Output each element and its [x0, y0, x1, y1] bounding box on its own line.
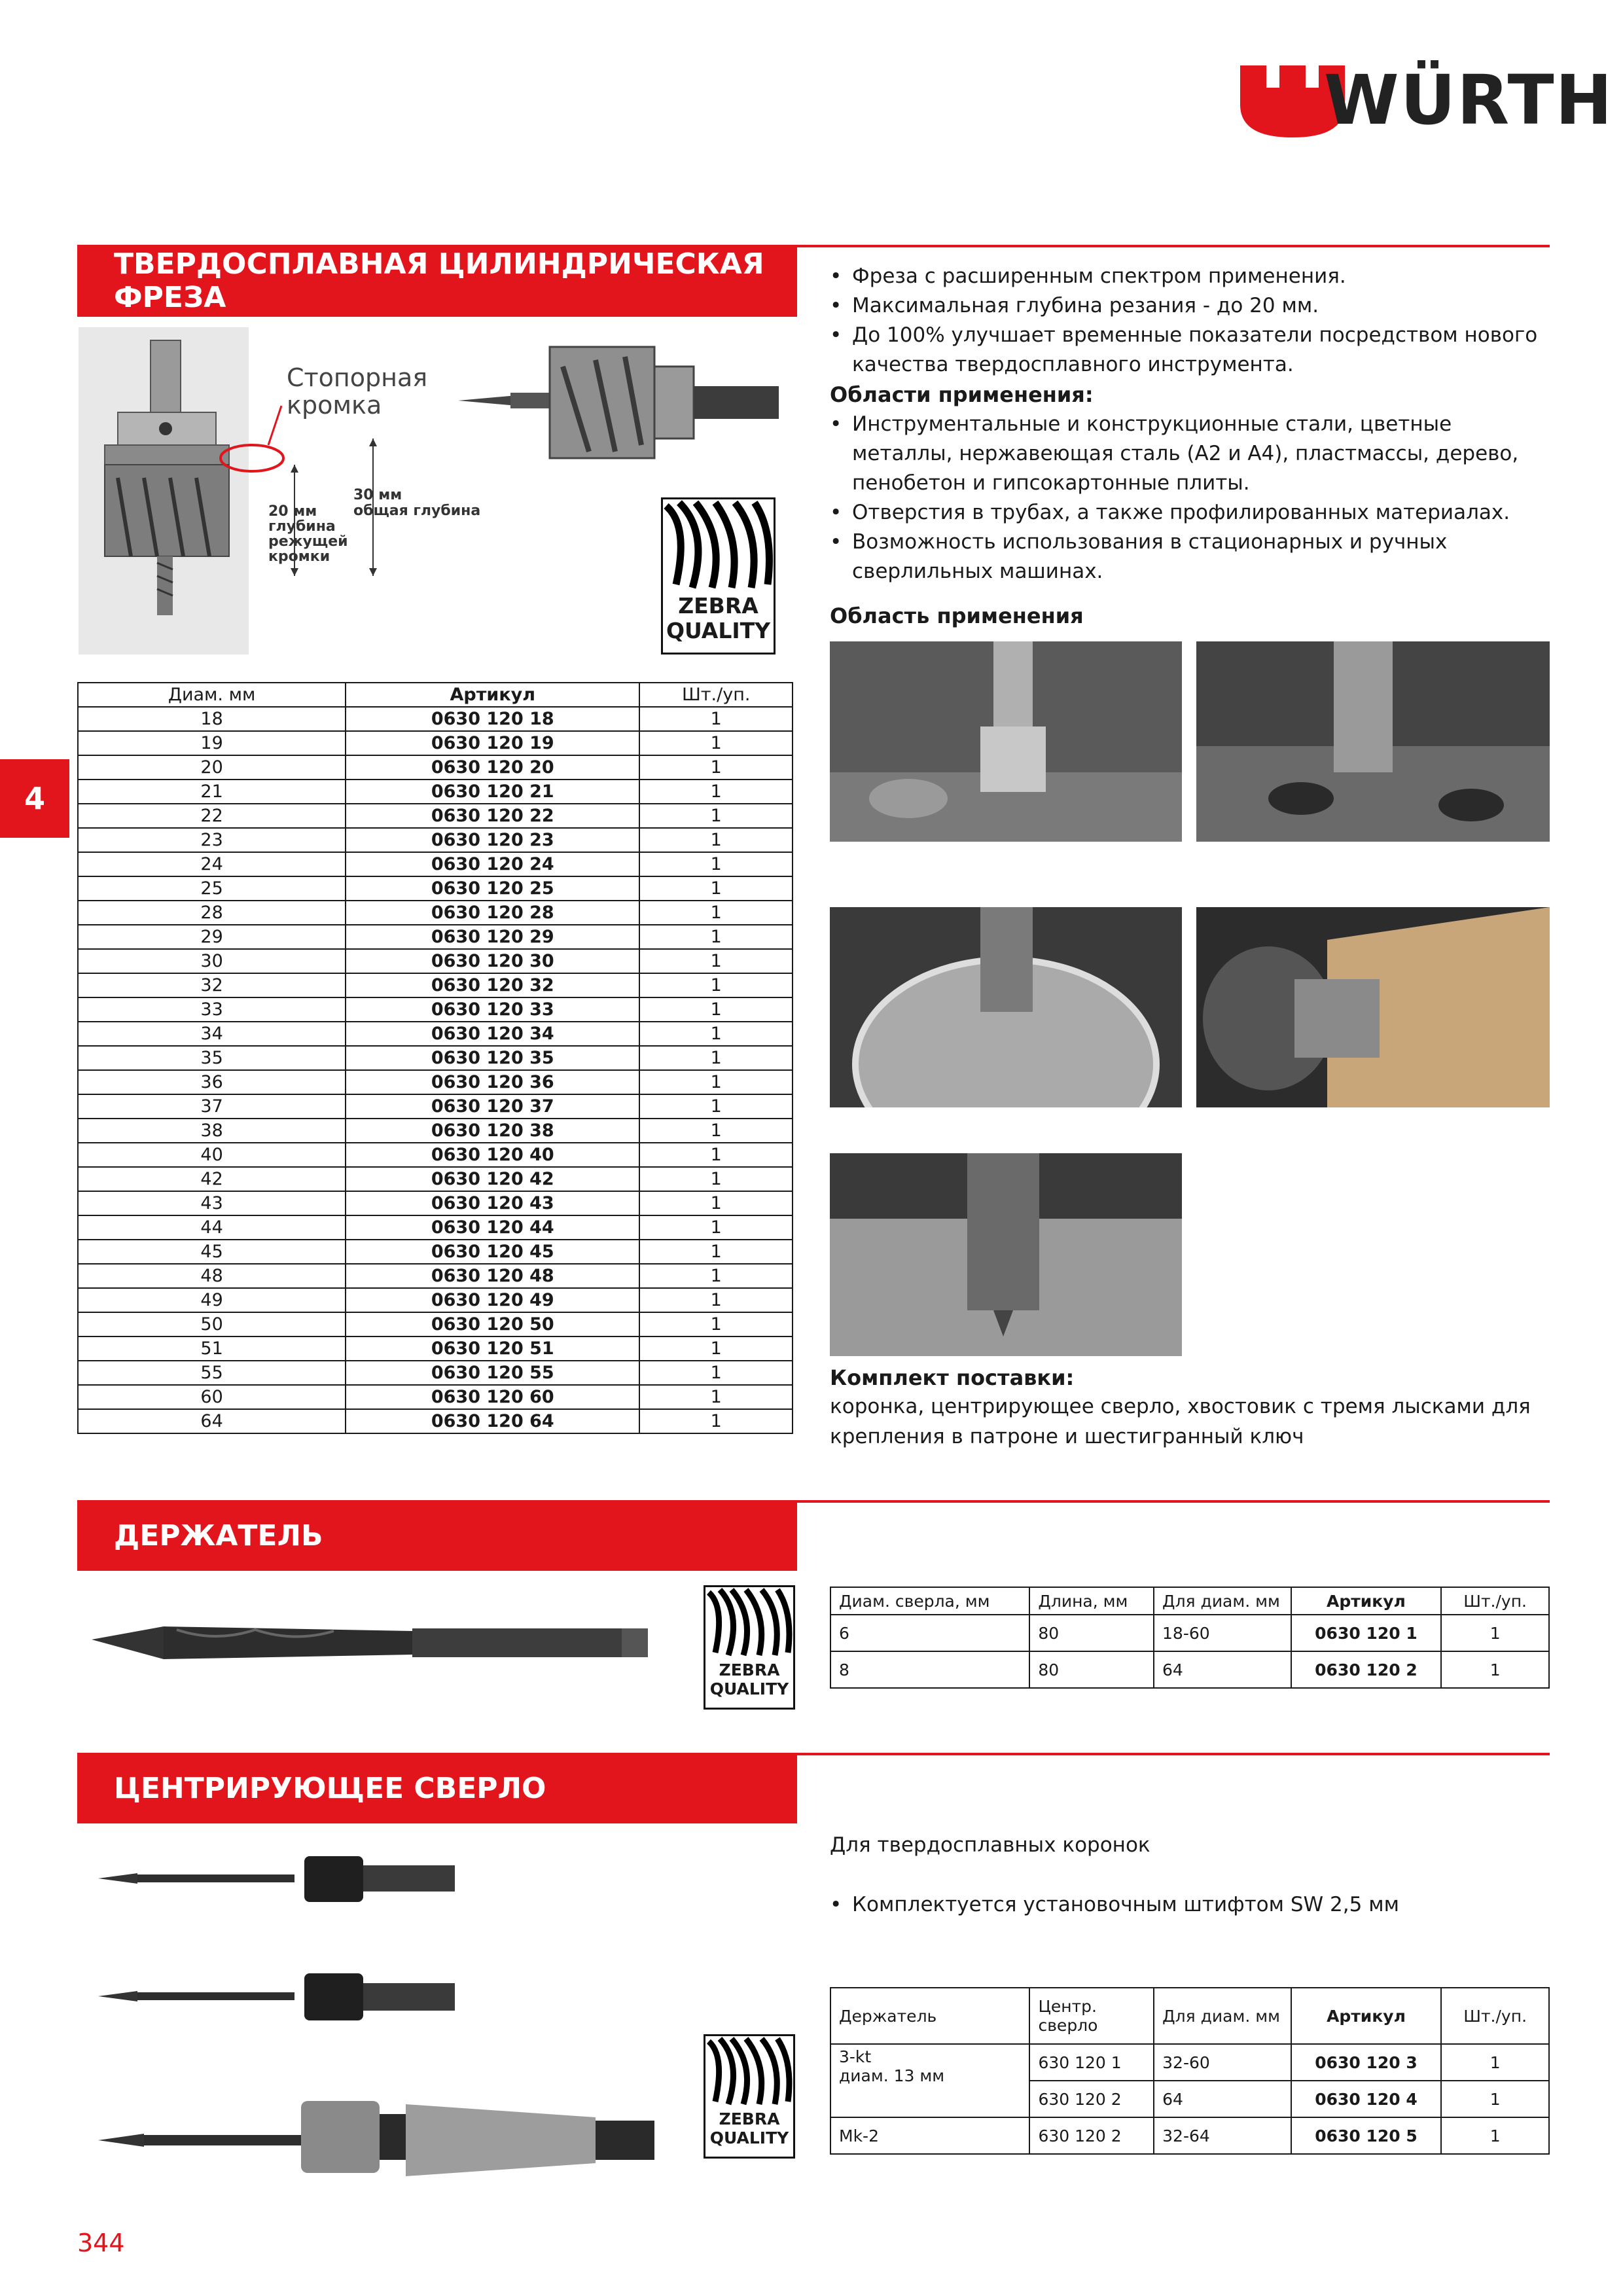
- feature-list: [830, 262, 1550, 380]
- table-row: [78, 1167, 793, 1191]
- depth30-label-2: общая глубина: [353, 503, 481, 519]
- diameter-cell: 38: [78, 1119, 346, 1143]
- article-number: 0630 120 35: [346, 1046, 639, 1070]
- diameter-cell: 64: [78, 1409, 346, 1433]
- pack-qty-cell: 1: [639, 1312, 793, 1336]
- table-row: [78, 780, 793, 804]
- stop-edge-label-1: Стопорная: [287, 363, 428, 392]
- table-cell: 64: [1154, 1651, 1291, 1688]
- table-row: [78, 1385, 793, 1409]
- article-number: 0630 120 29: [346, 925, 639, 949]
- table-cell: 18-60: [1154, 1615, 1291, 1651]
- diameter-cell: 20: [78, 755, 346, 780]
- centering-intro: Для твердосплавных коронок: [830, 1833, 1150, 1857]
- photo-wood-drilling-icon: [1196, 907, 1550, 1107]
- table-header-row: [78, 683, 793, 707]
- table-row: [78, 731, 793, 755]
- diameter-cell: 60: [78, 1385, 346, 1409]
- application-item: • Отверстия в трубах, а также профилированных материалах.: [830, 498, 1550, 528]
- centering-bullets: [830, 1890, 1550, 1920]
- pack-qty-cell: 1: [639, 1167, 793, 1191]
- centering-drills-icon: [85, 1839, 674, 2206]
- pack-qty-cell: 1: [639, 1215, 793, 1240]
- pack-qty-cell: 1: [639, 973, 793, 997]
- table-row: [78, 852, 793, 876]
- article-number: 0630 120 32: [346, 973, 639, 997]
- diameter-cell: 24: [78, 852, 346, 876]
- pack-qty-cell: 1: [639, 1385, 793, 1409]
- pack-qty-cell: 1: [639, 1336, 793, 1361]
- table-header-row: [830, 1988, 1549, 2044]
- diameter-cell: 19: [78, 731, 346, 755]
- table-row: [78, 1143, 793, 1167]
- pack-qty-cell: 1: [639, 901, 793, 925]
- holder-diameter: диам. 13 мм: [839, 2066, 945, 2085]
- article-number: 0630 120 22: [346, 804, 639, 828]
- table-row: [78, 707, 793, 731]
- depth30-label-1: 30 мм: [353, 487, 402, 503]
- applications-heading: Области применения:: [830, 382, 1094, 407]
- section2-title: ДЕРЖАТЕЛЬ: [77, 1500, 797, 1571]
- table-row: [78, 1409, 793, 1433]
- table-cell: 1: [1441, 2081, 1549, 2117]
- article-number: 0630 120 55: [346, 1361, 639, 1385]
- article-number: 0630 120 38: [346, 1119, 639, 1143]
- application-item: • Инструментальные и конструкционные стали, цветные металлы, нержавеющая сталь (А2 и А4), пластмассы, дерево, пенобетон и гипсокартонные плиты.: [830, 410, 1550, 498]
- pack-qty-cell: 1: [639, 925, 793, 949]
- cutter-product-image: [452, 327, 792, 478]
- depth20-label-2: глубина: [268, 518, 336, 535]
- table-cell: 6: [830, 1615, 1029, 1651]
- table-row: [830, 2044, 1549, 2081]
- supply-heading: Комплект поставки:: [830, 1365, 1075, 1390]
- pack-qty-cell: 1: [639, 1288, 793, 1312]
- application-photo-3: [830, 907, 1182, 1107]
- article-number: 0630 120 3: [1291, 2044, 1442, 2081]
- zebra-quality-badge-3: [704, 2034, 795, 2159]
- table-cell: 630 120 1: [1029, 2044, 1154, 2081]
- zebra-stripes-icon: [705, 1587, 793, 1658]
- table-row: [78, 1119, 793, 1143]
- feature-item: • Максимальная глубина резания - до 20 мм.: [830, 291, 1550, 321]
- section1-rule: [797, 245, 1550, 247]
- table-cell: 1: [1441, 2117, 1549, 2154]
- holder-cell: [830, 2044, 1029, 2117]
- page-number: 344: [77, 2229, 125, 2257]
- diameter-cell: 22: [78, 804, 346, 828]
- pack-qty-cell: 1: [639, 828, 793, 852]
- table-row: [78, 997, 793, 1022]
- pack-qty-cell: 1: [639, 876, 793, 901]
- article-number: 0630 120 1: [1291, 1615, 1442, 1651]
- column-header: Центр. сверло: [1029, 1988, 1154, 2044]
- application-photo-5: [830, 1153, 1182, 1356]
- photo-tube-drilling-icon: [830, 907, 1182, 1107]
- article-number: 0630 120 24: [346, 852, 639, 876]
- supply-text: коронка, центрирующее сверло, хвостовик с тремя лысками для крепления в патроне и шестигранный ключ: [830, 1395, 1531, 1448]
- diameter-cell: 40: [78, 1143, 346, 1167]
- zebra-line1: ZEBRA: [719, 2109, 780, 2128]
- column-header: Диам. сверла, мм: [830, 1587, 1029, 1615]
- table-row: [78, 1336, 793, 1361]
- holder-cell: Mk-2: [830, 2117, 1029, 2154]
- table-row: [78, 1264, 793, 1288]
- article-number: 0630 120 25: [346, 876, 639, 901]
- table-row: [78, 828, 793, 852]
- cutter-product-icon: [452, 327, 792, 478]
- zebra-quality-badge-2: [704, 1585, 795, 1710]
- zebra-line2: QUALITY: [709, 1679, 789, 1698]
- article-number: 0630 120 45: [346, 1240, 639, 1264]
- pack-qty-cell: 1: [639, 1191, 793, 1215]
- photo-drilling-plate-icon: [1196, 641, 1550, 842]
- table-row: [78, 755, 793, 780]
- article-number: 0630 120 28: [346, 901, 639, 925]
- pack-qty-cell: 1: [639, 707, 793, 731]
- diameter-cell: 51: [78, 1336, 346, 1361]
- article-number: 0630 120 37: [346, 1094, 639, 1119]
- zebra-quality-badge-1: [661, 497, 776, 655]
- table-row: [78, 1312, 793, 1336]
- section3-rule: [797, 1753, 1550, 1755]
- diameter-cell: 18: [78, 707, 346, 731]
- centering-drill-image: [85, 1839, 674, 2206]
- diameter-cell: 42: [78, 1167, 346, 1191]
- diameter-cell: 35: [78, 1046, 346, 1070]
- table-cell: 1: [1441, 1651, 1549, 1688]
- table-row: [78, 1022, 793, 1046]
- table-row: [830, 2117, 1549, 2154]
- table-row: [78, 949, 793, 973]
- holder-image: [85, 1597, 661, 1689]
- depth20-label-1: 20 мм: [268, 503, 317, 520]
- table-cell: 1: [1441, 1615, 1549, 1651]
- article-number: 0630 120 20: [346, 755, 639, 780]
- section3-title: ЦЕНТРИРУЮЩЕЕ СВЕРЛО: [77, 1753, 797, 1823]
- depth20-label-4: кромки: [268, 548, 330, 565]
- pack-qty-cell: 1: [639, 755, 793, 780]
- column-header: Артикул: [1291, 1988, 1442, 2044]
- diameter-cell: 23: [78, 828, 346, 852]
- article-number: 0630 120 49: [346, 1288, 639, 1312]
- zebra-line2: QUALITY: [666, 618, 771, 643]
- application-photo-2: [1196, 641, 1550, 842]
- pack-qty-cell: 1: [639, 997, 793, 1022]
- table-cell: 32-60: [1154, 2044, 1291, 2081]
- pack-qty-cell: 1: [639, 780, 793, 804]
- chapter-tab[interactable]: 4: [0, 759, 69, 838]
- article-number: 0630 120 42: [346, 1167, 639, 1191]
- feature-item: • До 100% улучшает временные показатели посредством нового качества твердосплавного инструмента.: [830, 321, 1550, 380]
- holder-drill-icon: [85, 1597, 661, 1689]
- column-header: Длина, мм: [1029, 1587, 1154, 1615]
- table-cell: 64: [1154, 2081, 1291, 2117]
- table-cell: 32-64: [1154, 2117, 1291, 2154]
- column-header: Артикул: [1291, 1587, 1442, 1615]
- article-number: 0630 120 21: [346, 780, 639, 804]
- pack-qty-cell: 1: [639, 1094, 793, 1119]
- pack-qty-cell: 1: [639, 731, 793, 755]
- cutter-diagram: [79, 327, 497, 655]
- table-row: [78, 973, 793, 997]
- pack-qty-cell: 1: [639, 1046, 793, 1070]
- article-number: 0630 120 50: [346, 1312, 639, 1336]
- column-header: Шт./уп.: [639, 683, 793, 707]
- column-header: Шт./уп.: [1441, 1988, 1549, 2044]
- article-number: 0630 120 64: [346, 1409, 639, 1433]
- table-row: [830, 1615, 1549, 1651]
- feature-item: • Фреза с расширенным спектром применения.: [830, 262, 1550, 291]
- article-number: 0630 120 30: [346, 949, 639, 973]
- brand-name: WÜRTH: [1324, 60, 1614, 140]
- application-photo-4: [1196, 907, 1550, 1107]
- table-cell: 630 120 2: [1029, 2117, 1154, 2154]
- diameter-cell: 32: [78, 973, 346, 997]
- pack-qty-cell: 1: [639, 1264, 793, 1288]
- stop-edge-label-2: кромка: [287, 391, 382, 420]
- diameter-cell: 21: [78, 780, 346, 804]
- pack-qty-cell: 1: [639, 1409, 793, 1433]
- diameter-cell: 45: [78, 1240, 346, 1264]
- zebra-line1: ZEBRA: [719, 1660, 780, 1679]
- article-number: 0630 120 23: [346, 828, 639, 852]
- zebra-line1: ZEBRA: [678, 593, 758, 619]
- zebra-line2: QUALITY: [709, 2128, 789, 2147]
- section2-rule: [797, 1500, 1550, 1503]
- table-row: [78, 1046, 793, 1070]
- depth20-label-3: режущей: [268, 533, 348, 550]
- article-number: 0630 120 33: [346, 997, 639, 1022]
- table-cell: 80: [1029, 1615, 1154, 1651]
- diameter-cell: 36: [78, 1070, 346, 1094]
- article-number: 0630 120 48: [346, 1264, 639, 1288]
- article-number: 0630 120 4: [1291, 2081, 1442, 2117]
- diameter-cell: 49: [78, 1288, 346, 1312]
- diameter-cell: 37: [78, 1094, 346, 1119]
- article-number: 0630 120 36: [346, 1070, 639, 1094]
- diameter-cell: 55: [78, 1361, 346, 1385]
- holder-table: [830, 1587, 1550, 1689]
- table-row: [78, 1240, 793, 1264]
- diameter-cell: 25: [78, 876, 346, 901]
- table-row: [78, 925, 793, 949]
- column-header: Артикул: [346, 683, 639, 707]
- table-cell: 80: [1029, 1651, 1154, 1688]
- centering-drill-table: [830, 1987, 1550, 2155]
- article-number: 0630 120 51: [346, 1336, 639, 1361]
- centering-bullet-item: • Комплектуется установочным штифтом SW 2,5 мм: [830, 1890, 1550, 1920]
- section1-title: ТВЕРДОСПЛАВНАЯ ЦИЛИНДРИЧЕСКАЯ ФРЕЗА: [77, 245, 797, 317]
- cutter-article-table: [77, 682, 793, 1434]
- table-row: [78, 1288, 793, 1312]
- table-row: [830, 1651, 1549, 1688]
- article-number: 0630 120 44: [346, 1215, 639, 1240]
- article-number: 0630 120 2: [1291, 1651, 1442, 1688]
- diameter-cell: 30: [78, 949, 346, 973]
- pack-qty-cell: 1: [639, 1143, 793, 1167]
- article-number: 0630 120 34: [346, 1022, 639, 1046]
- table-header-row: [830, 1587, 1549, 1615]
- pack-qty-cell: 1: [639, 1119, 793, 1143]
- table-row: [78, 1094, 793, 1119]
- diameter-cell: 33: [78, 997, 346, 1022]
- pack-qty-cell: 1: [639, 1240, 793, 1264]
- pack-qty-cell: 1: [639, 1022, 793, 1046]
- article-number: 0630 120 60: [346, 1385, 639, 1409]
- column-header: Для диам. мм: [1154, 1587, 1291, 1615]
- article-number: 0630 120 40: [346, 1143, 639, 1167]
- diameter-cell: 29: [78, 925, 346, 949]
- diameter-cell: 48: [78, 1264, 346, 1288]
- table-row: [78, 1070, 793, 1094]
- table-row: [78, 1215, 793, 1240]
- table-row: [78, 1191, 793, 1215]
- column-header: Диам. мм: [78, 683, 346, 707]
- table-row: [78, 1361, 793, 1385]
- photos-heading: Область применения: [830, 603, 1084, 628]
- column-header: Для диам. мм: [1154, 1988, 1291, 2044]
- diameter-cell: 44: [78, 1215, 346, 1240]
- diameter-cell: 28: [78, 901, 346, 925]
- article-number: 0630 120 43: [346, 1191, 639, 1215]
- photo-drill-press-icon: [830, 641, 1182, 842]
- zebra-stripes-icon: [663, 499, 774, 591]
- wurth-logo: [1240, 60, 1614, 144]
- column-header: Шт./уп.: [1441, 1587, 1549, 1615]
- application-photo-1: [830, 641, 1182, 842]
- holder-type: 3-kt: [839, 2047, 872, 2066]
- pack-qty-cell: 1: [639, 804, 793, 828]
- diameter-cell: 43: [78, 1191, 346, 1215]
- pack-qty-cell: 1: [639, 1361, 793, 1385]
- table-row: [78, 804, 793, 828]
- table-cell: 630 120 2: [1029, 2081, 1154, 2117]
- table-row: [78, 876, 793, 901]
- zebra-stripes-icon: [705, 2036, 793, 2107]
- application-item: • Возможность использования в стационарных и ручных сверлильных машинах.: [830, 528, 1550, 586]
- article-number: 0630 120 19: [346, 731, 639, 755]
- diameter-cell: 34: [78, 1022, 346, 1046]
- table-cell: 8: [830, 1651, 1029, 1688]
- pack-qty-cell: 1: [639, 1070, 793, 1094]
- applications-list: [830, 410, 1550, 586]
- article-number: 0630 120 18: [346, 707, 639, 731]
- pack-qty-cell: 1: [639, 949, 793, 973]
- table-cell: 1: [1441, 2044, 1549, 2081]
- article-number: 0630 120 5: [1291, 2117, 1442, 2154]
- table-row: [78, 901, 793, 925]
- diameter-cell: 50: [78, 1312, 346, 1336]
- photo-checker-plate-icon: [830, 1153, 1182, 1356]
- pack-qty-cell: 1: [639, 852, 793, 876]
- column-header: Держатель: [830, 1988, 1029, 2044]
